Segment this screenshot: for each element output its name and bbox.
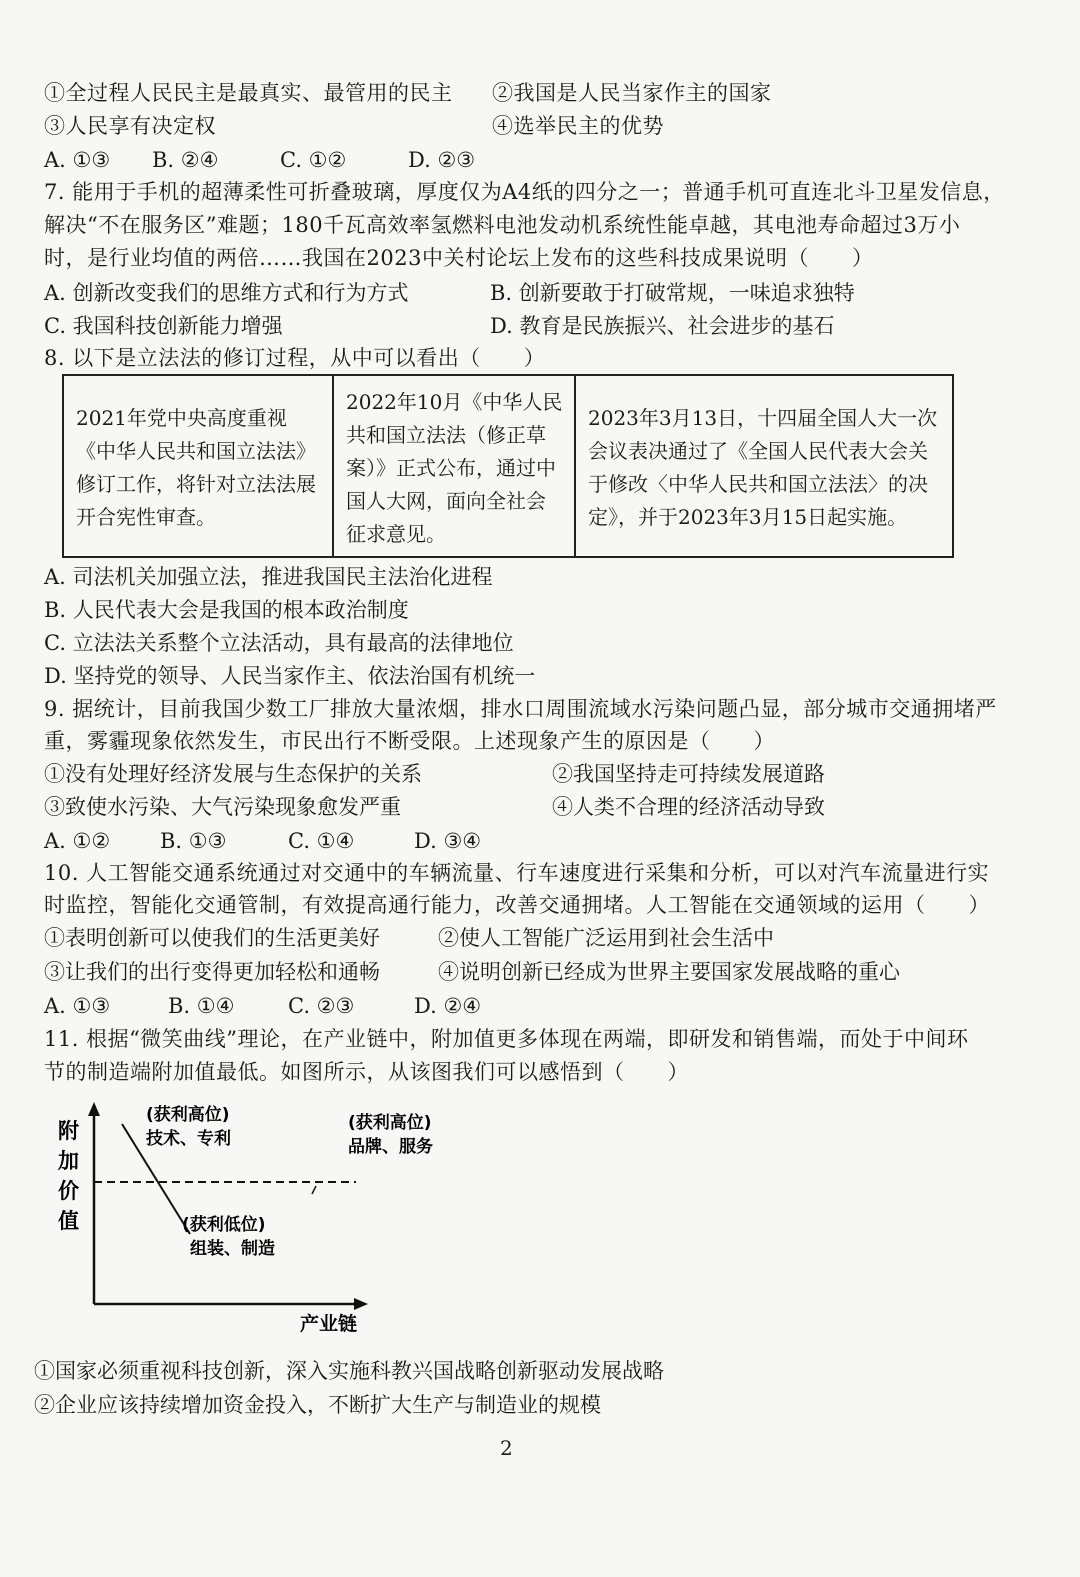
annotation-middle-detail: 组装、制造 — [190, 1239, 275, 1259]
q11-option-2: ②企业应该持续增加资金投入，不断扩大生产与制造业的规模 — [34, 1393, 601, 1417]
q9-stem-line-2: 重，雾霾现象依然发生，市民出行不断受限。上述现象产生的原因是（ ） — [44, 729, 775, 753]
q10-stem-line-2: 时监控，智能化交通管制，有效提高通行能力，改善交通拥堵。人工智能在交通领域的运用（ ） — [44, 893, 990, 917]
q6-choice-c: C. ①② — [280, 148, 347, 172]
q9-choice-a: A. ①② — [44, 829, 111, 853]
q7-stem-line-3: 时，是行业均值的两倍……我国在2023中关村论坛上发布的这些科技成果说明（ ） — [44, 246, 874, 270]
q10-option-4: ④说明创新已经成为世界主要国家发展战略的重心 — [438, 960, 900, 984]
q9-option-4: ④人类不合理的经济活动导致 — [552, 795, 825, 819]
page-number: 2 — [500, 1436, 513, 1460]
legislation-timeline-table — [62, 374, 954, 558]
annotation-right-detail: 品牌、服务 — [348, 1137, 433, 1157]
q8-choice-a: A. 司法机关加强立法，推进我国民主法治化进程 — [44, 565, 493, 589]
annotation-right-tag: (获利高位) — [348, 1113, 432, 1133]
x-axis-label: 产业链 — [300, 1313, 358, 1335]
q7-choice-d: D. 教育是民族振兴、社会进步的基石 — [490, 314, 835, 338]
q8-choice-d: D. 坚持党的领导、人民当家作主、依法治国有机统一 — [44, 664, 536, 688]
q11-stem-line-2: 节的制造端附加值最低。如图所示，从该图我们可以感悟到（ ） — [44, 1060, 689, 1084]
annotation-left-tag: (获利高位) — [146, 1105, 230, 1125]
q9-choice-c: C. ①④ — [288, 829, 355, 853]
table-cell-2023: 2023年3月13日，十四届全国人大一次会议表决通过了《全国人民代表大会关于修改〈中华人民共和国立法法〉的决定》，并于2023年3月15日起实施。 — [574, 376, 952, 556]
q6-option-2: ②我国是人民当家作主的国家 — [492, 81, 772, 105]
q10-choice-a: A. ①③ — [44, 994, 111, 1018]
table-cell-2021: 2021年党中央高度重视《中华人民共和国立法法》修订工作，将针对立法法展开合宪性审查。 — [76, 406, 316, 529]
y-axis-arrow-icon — [88, 1102, 100, 1116]
q7-choice-a: A. 创新改变我们的思维方式和行为方式 — [44, 281, 409, 305]
q11-option-1: ①国家必须重视科技创新，深入实施科教兴国战略创新驱动发展战略 — [34, 1359, 664, 1383]
q10-option-2: ②使人工智能广泛运用到社会生活中 — [438, 926, 774, 950]
q9-option-1: ①没有处理好经济发展与生态保护的关系 — [44, 762, 422, 786]
q10-choice-d: D. ②④ — [414, 994, 482, 1018]
y-axis-label: 附 加 价 值 — [58, 1119, 79, 1233]
smile-curve-right-mark — [312, 1186, 316, 1194]
q9-option-3: ③致使水污染、大气污染现象愈发严重 — [44, 795, 401, 819]
annotation-middle-tag: (获利低位) — [182, 1215, 266, 1235]
q11-stem-line-1: 11. 根据“微笑曲线”理论，在产业链中，附加值更多体现在两端，即研发和销售端，而处于中间环 — [44, 1027, 969, 1051]
smile-curve-chart — [50, 1098, 470, 1338]
q9-option-2: ②我国坚持走可持续发展道路 — [552, 762, 825, 786]
q10-choice-b: B. ①④ — [168, 994, 235, 1018]
q10-option-3: ③让我们的出行变得更加轻松和通畅 — [44, 960, 380, 984]
q8-choice-c: C. 立法法关系整个立法活动，具有最高的法律地位 — [44, 631, 514, 655]
q6-option-4: ④选举民主的优势 — [492, 114, 664, 138]
q6-choice-d: D. ②③ — [408, 148, 476, 172]
q8-choice-b: B. 人民代表大会是我国的根本政治制度 — [44, 598, 409, 622]
x-axis-arrow-icon — [354, 1298, 368, 1310]
table-cell-2022: 2022年10月《中华人民共和国立法法（修正草案）》正式公布，通过中国人大网，面向全社会征求意见。 — [332, 376, 574, 556]
annotation-left-detail: 技术、专利 — [146, 1129, 231, 1149]
q6-option-1: ①全过程人民民主是最真实、最管用的民主 — [44, 81, 453, 105]
q7-choice-b: B. 创新要敢于打破常规，一味追求独特 — [490, 281, 855, 305]
q8-stem: 8. 以下是立法法的修订过程，从中可以看出（ ） — [44, 346, 546, 370]
q9-choice-d: D. ③④ — [414, 829, 482, 853]
q7-choice-c: C. 我国科技创新能力增强 — [44, 314, 283, 338]
q7-stem-line-2: 解决“不在服务区”难题；180千瓦高效率氢燃料电池发动机系统性能卓越，其电池寿命超过3万小 — [44, 213, 961, 237]
q9-choice-b: B. ①③ — [160, 829, 227, 853]
q6-choice-a: A. ①③ — [44, 148, 111, 172]
q6-option-3: ③人民享有决定权 — [44, 114, 216, 138]
q10-option-1: ①表明创新可以使我们的生活更美好 — [44, 926, 380, 950]
q9-stem-line-1: 9. 据统计，目前我国少数工厂排放大量浓烟，排水口周围流域水污染问题凸显，部分城市交通拥堵严 — [44, 697, 997, 721]
q7-stem-line-1: 7. 能用于手机的超薄柔性可折叠玻璃，厚度仅为A4纸的四分之一；普通手机可直连北斗卫星发信息， — [44, 180, 1005, 204]
q10-stem-line-1: 10. 人工智能交通系统通过对交通中的车辆流量、行车速度进行采集和分析，可以对汽车流量进行实 — [44, 861, 990, 885]
q10-choice-c: C. ②③ — [288, 994, 355, 1018]
q6-choice-b: B. ②④ — [152, 148, 219, 172]
